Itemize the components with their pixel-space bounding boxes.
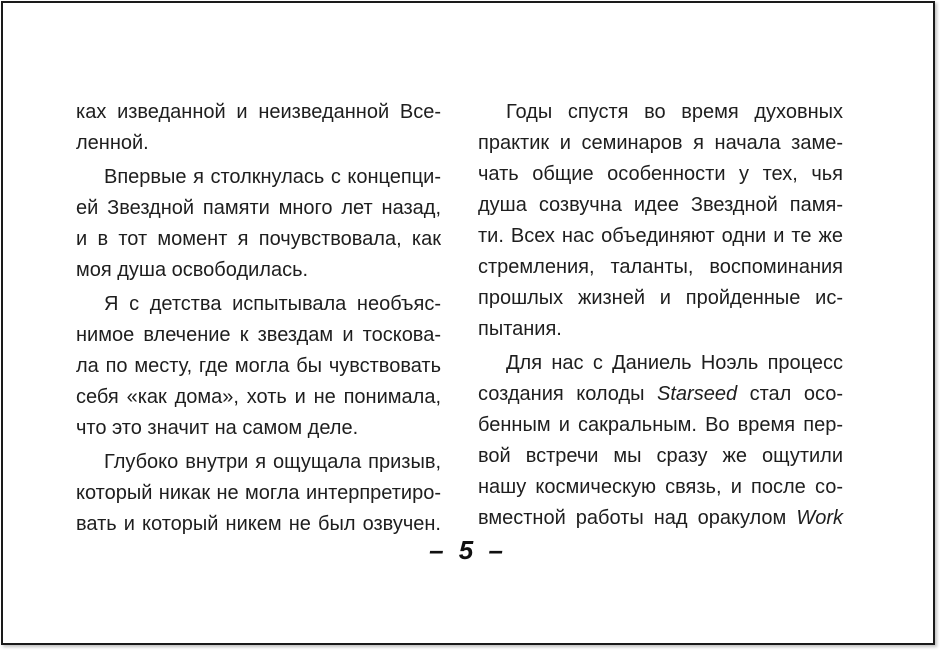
right-column xyxy=(478,97,843,534)
text-line: Глубоко внутри я ощущала призыв, xyxy=(104,451,441,473)
text-line: практик и семинаров я начала заме- xyxy=(478,132,843,154)
text-line: нашу космическую связь, и после со- xyxy=(478,476,843,498)
text-line: Для нас с Даниель Ноэль процесс xyxy=(506,352,843,374)
text-line: который никак не могла интерпретиро- xyxy=(76,482,441,504)
text-line: чать общие особенности у тех, чья xyxy=(478,163,843,185)
text-line: Я с детства испытывала необъяс- xyxy=(104,293,441,315)
text-line: прошлых жизней и пройденные ис- xyxy=(478,287,843,309)
text-line xyxy=(478,503,843,534)
text-line: и в тот момент я почувствовала, как xyxy=(76,228,441,250)
text-line: душа созвучна идее Звездной памя- xyxy=(478,194,843,216)
text-line: ей Звездной памяти много лет назад, xyxy=(76,197,441,219)
text-line: что это значит на самом деле. xyxy=(76,417,359,439)
text-line: ленной. xyxy=(76,132,149,154)
page-number: – 5 – xyxy=(429,535,507,565)
text-segment: стал осо- xyxy=(737,383,843,405)
book-page xyxy=(1,1,935,645)
text-line: вой встречи мы сразу же ощутили xyxy=(478,445,843,467)
text-line: Годы спустя во время духовных xyxy=(506,101,843,123)
deck-title-starseed: Starseed xyxy=(657,383,738,405)
text-line: ках изведанной и неизведанной Все- xyxy=(76,101,441,123)
oracle-title-work: Work xyxy=(796,507,843,529)
text-line: себя «как дома», хоть и не понимала, xyxy=(76,386,441,408)
text-line: нимое влечение к звездам и тоскова- xyxy=(76,324,441,346)
text-line: ла по месту, где могла бы чувствовать xyxy=(76,355,441,377)
text-segment: вместной работы над оракулом xyxy=(478,507,797,529)
text-line xyxy=(478,379,843,410)
text-line: бенным и сакральным. Во время пер- xyxy=(478,414,843,436)
text-line: стремления, таланты, воспоминания xyxy=(478,256,843,278)
text-line: пытания. xyxy=(478,318,562,340)
left-column xyxy=(76,97,441,540)
text-line: Впервые я столкнулась с концепци- xyxy=(104,166,441,188)
text-line: моя душа освободилась. xyxy=(76,259,309,281)
text-line: вать и который никем не был озвучен. xyxy=(76,513,441,535)
text-segment: создания колоды xyxy=(478,383,658,405)
text-line: ти. Всех нас объединяют одни и те же xyxy=(478,225,843,247)
